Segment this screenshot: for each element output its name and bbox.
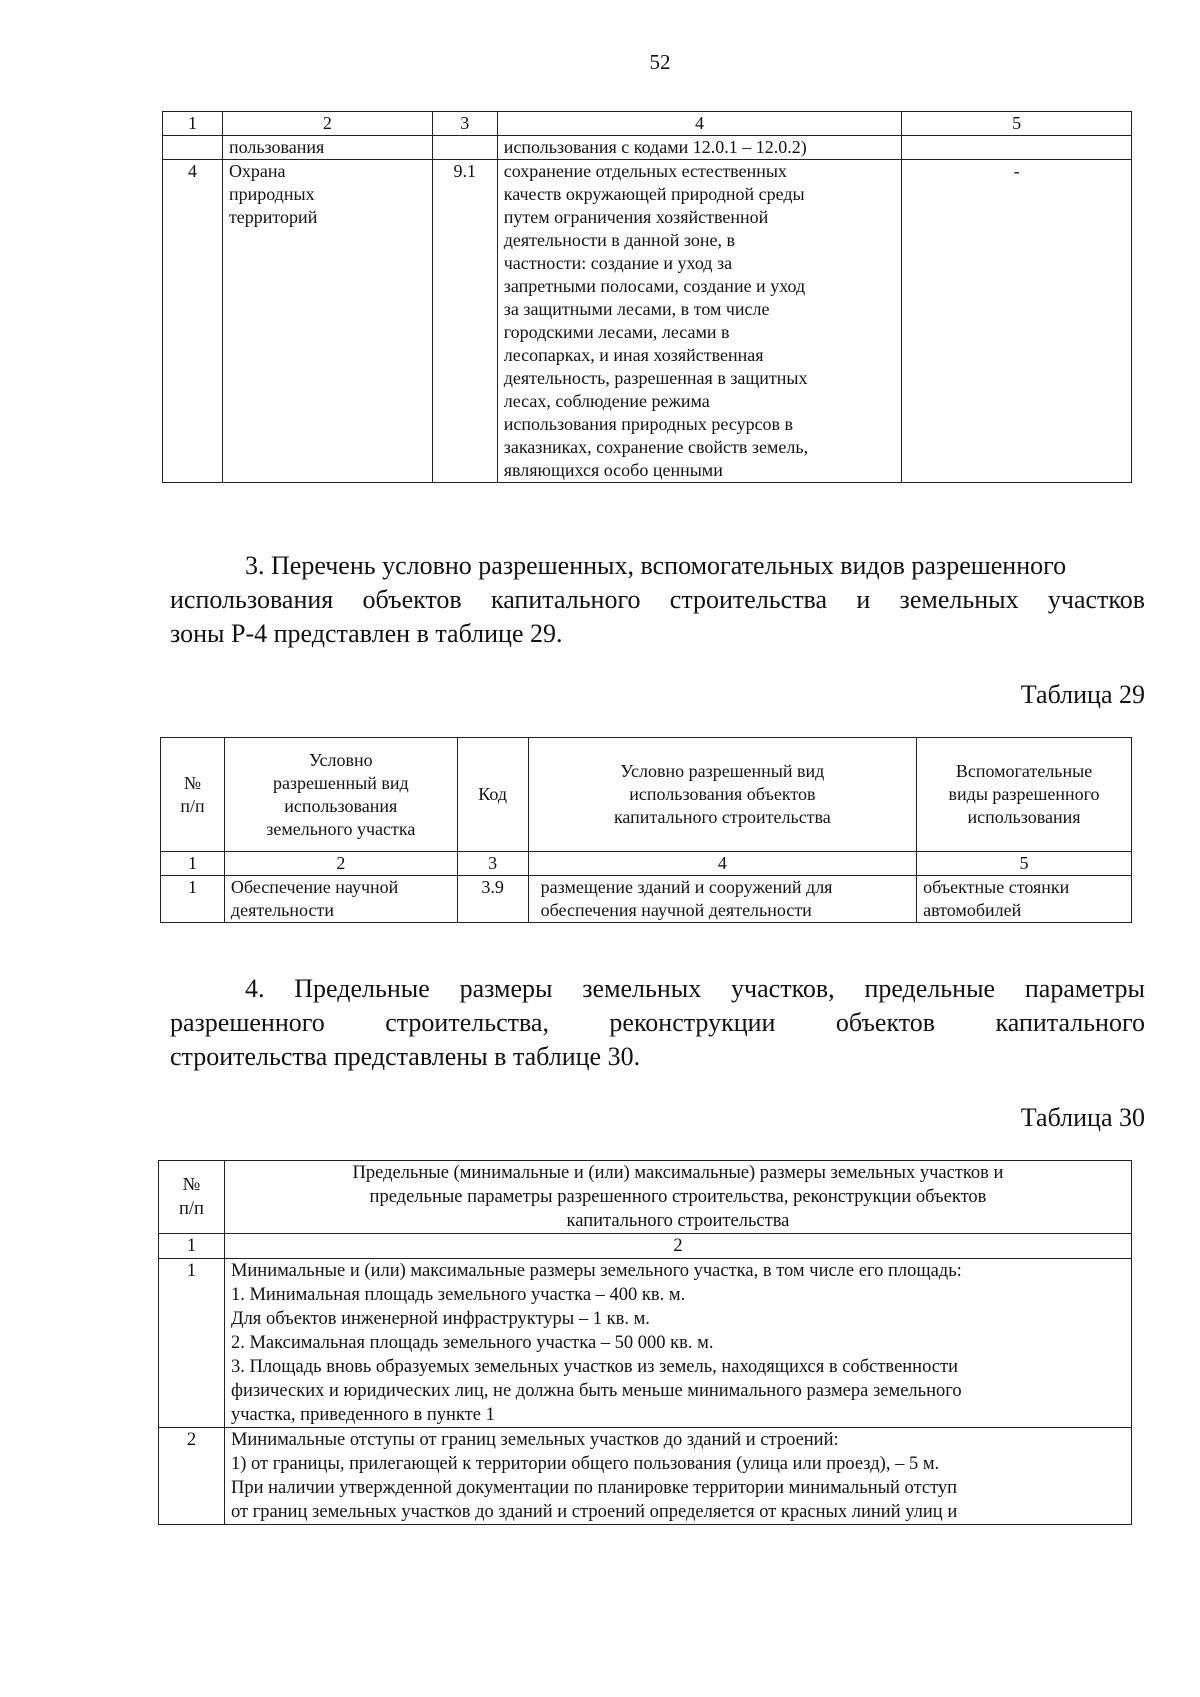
table-row — [159, 1428, 1132, 1525]
table-row — [159, 1259, 1132, 1428]
auxiliary-use: - — [902, 160, 1132, 483]
parameter-text: Минимальные отступы от границ земельных участков до зданий и строений: 1) от границы, прилегающей к территории общего пользования (улица или проезд), – 5 м. При наличии утвержденной документации по планировке территории минимальный отступ от границ земельных участков до зданий и строений определяется от красных линий улиц и — [224, 1428, 1131, 1525]
column-number-row — [159, 1234, 1132, 1259]
col-number: 4 — [528, 852, 916, 876]
col-number: 1 — [163, 112, 223, 136]
table-header-row — [161, 738, 1132, 852]
table-30-caption: Таблица 30 — [1020, 1103, 1145, 1132]
table-row — [161, 876, 1132, 923]
auxiliary-use: объектные стоянки автомобилей — [917, 876, 1132, 923]
column-number-row — [161, 852, 1132, 876]
col-number: 2 — [224, 852, 457, 876]
section-3-paragraph: 3. Перечень условно разрешенных, вспомогательных видов разрешенного использования объектов капитального строительства и земельных участков зоны Р-4 представлен в таблице 29. — [170, 551, 1145, 648]
header-num: № п/п — [159, 1161, 225, 1234]
table-30 — [158, 1160, 1132, 1525]
use-description: сохранение отдельных естественных качеств окружающей природной среды путем ограничения хозяйственной деятельности в данной зоне, в частности: создание и уход за запретными полосами, создание и уход за защитными лесами, в том числе городскими лесами, лесами в лесопарках, и иная хозяйственная деятельность, разрешенная в защитных лесах, соблюдение режима использования природных ресурсов в заказниках, сохранение свойств земель, являющихся особо ценными — [497, 160, 902, 483]
col-number: 1 — [159, 1234, 225, 1259]
capital-use: размещение зданий и сооружений для обеспечения научной деятельности — [528, 876, 916, 923]
continued-description: использования с кодами 12.0.1 – 12.0.2) — [497, 136, 902, 160]
section-4-paragraph: 4. Предельные размеры земельных участков, предельные параметры разрешенного строительства, реконструкции объектов капитального строительства представлены в таблице 30. — [170, 974, 1145, 1071]
land-use: Обеспечение научной деятельности — [224, 876, 457, 923]
table-header-row — [159, 1161, 1132, 1234]
col-number: 5 — [917, 852, 1132, 876]
page-number: 52 — [649, 50, 671, 74]
row-number: 1 — [161, 876, 225, 923]
parameter-text: Минимальные и (или) максимальные размеры земельного участка, в том числе его площадь: 1. Минимальная площадь земельного участка – 400 кв. м. Для объектов инженерной инфраструктуры – 1 кв. м. 2. Максимальная площадь земельного участка – 50 000 кв. м. 3. Площадь вновь образуемых земельных участков из земель, находящихся в собственности физических и юридических лиц, не должна быть меньше минимального размера земельного участка, приведенного в пункте 1 — [224, 1259, 1131, 1428]
use-name: Охрана природных территорий — [222, 160, 432, 483]
row-number: 1 — [159, 1259, 225, 1428]
header-capital-use: Условно разрешенный вид использования объектов капитального строительства — [528, 738, 916, 852]
col-number: 1 — [161, 852, 225, 876]
col-number: 4 — [497, 112, 902, 136]
table-29-caption: Таблица 29 — [1020, 680, 1145, 709]
continued-name: пользования — [222, 136, 432, 160]
header-auxiliary: Вспомогательные виды разрешенного использования — [917, 738, 1132, 852]
table-row — [163, 160, 1132, 483]
use-code: 3.9 — [457, 876, 528, 923]
row-number: 2 — [159, 1428, 225, 1525]
table-29 — [160, 737, 1132, 923]
header-land-use: Условно разрешенный вид использования земельного участка — [224, 738, 457, 852]
row-number: 4 — [163, 160, 223, 483]
table-row — [163, 136, 1132, 160]
col-number: 3 — [432, 112, 497, 136]
column-number-row — [163, 112, 1132, 136]
header-num: № п/п — [161, 738, 225, 852]
col-number: 5 — [902, 112, 1132, 136]
col-number: 2 — [222, 112, 432, 136]
col-number: 2 — [224, 1234, 1131, 1259]
col-number: 3 — [457, 852, 528, 876]
table-continued — [162, 111, 1132, 483]
header-title: Предельные (минимальные и (или) максимальные) размеры земельных участков и предельные параметры разрешенного строительства, реконструкции объектов капитального строительства — [224, 1161, 1131, 1234]
header-code: Код — [457, 738, 528, 852]
use-code: 9.1 — [432, 160, 497, 483]
